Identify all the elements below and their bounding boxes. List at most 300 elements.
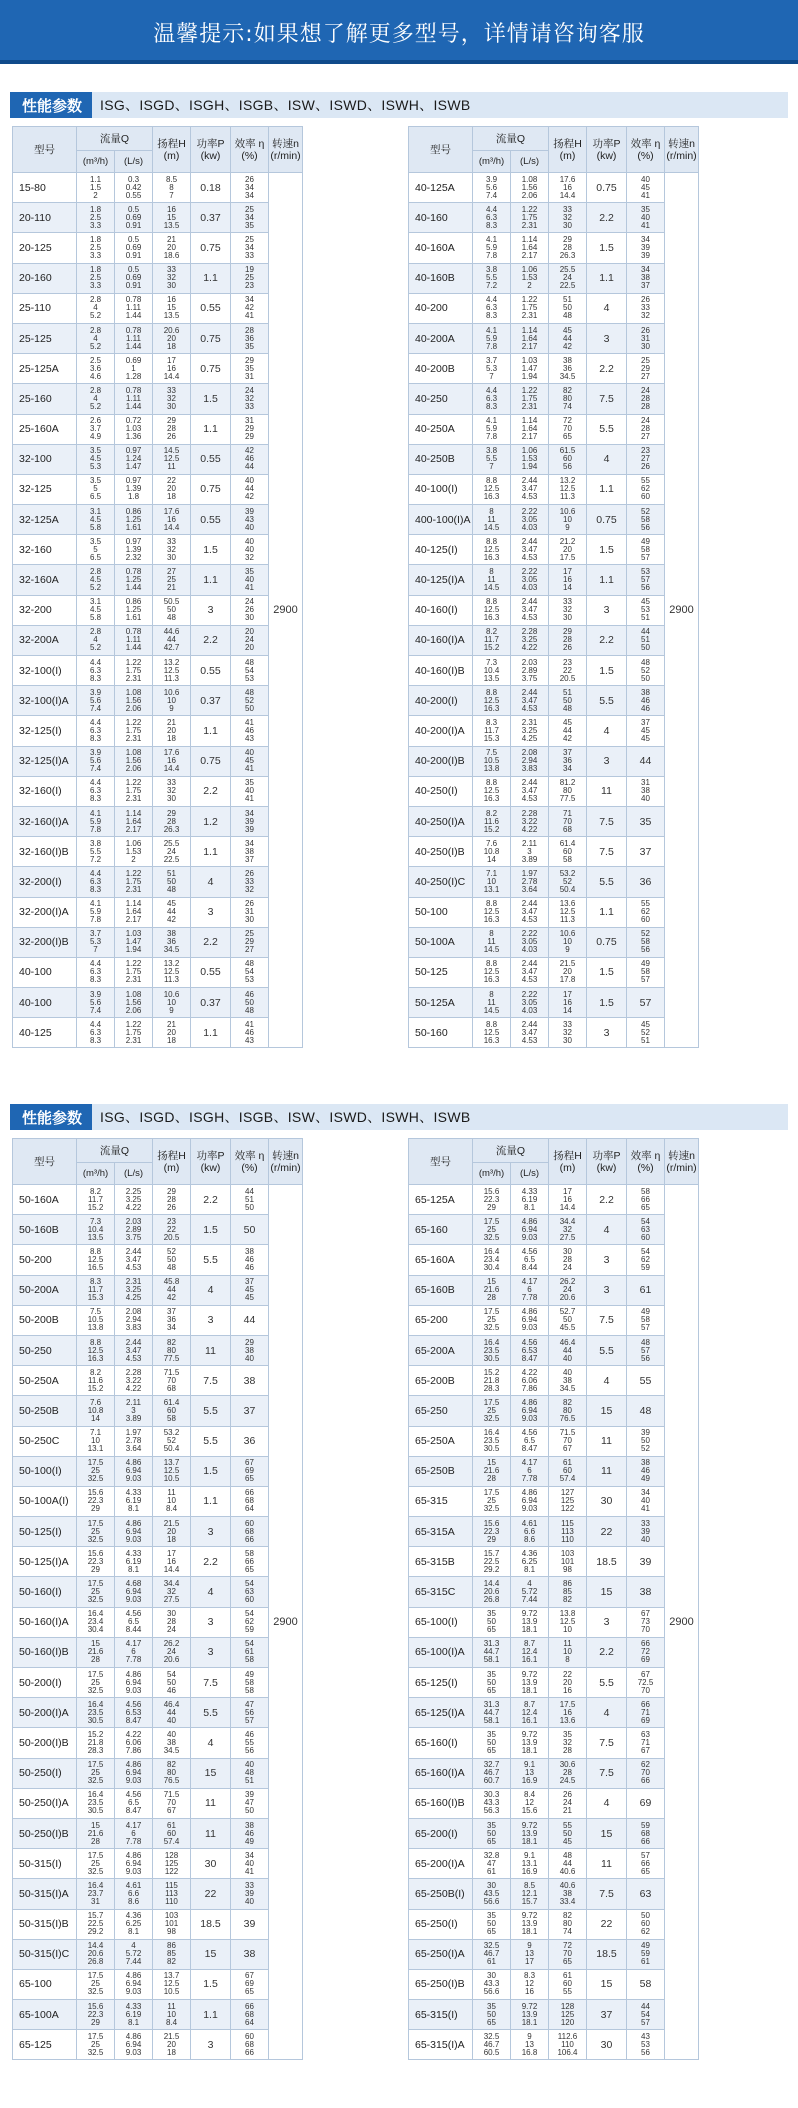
cell-flow-m3h: 4.1 5.9 7.8 — [77, 897, 115, 927]
table-row — [409, 2000, 699, 2030]
cell-head: 115 113 110 — [153, 1879, 191, 1909]
section-models: ISG、ISGD、ISGH、ISGB、ISW、ISWD、ISWH、ISWB — [92, 92, 788, 118]
cell-flow-m3h: 2.6 3.7 4.9 — [77, 414, 115, 444]
cell-flow-m3h: 3.8 5.5 7.2 — [77, 837, 115, 867]
table-row — [409, 1396, 699, 1426]
cell-efficiency: 40 48 51 — [231, 1758, 269, 1788]
cell-efficiency: 49 58 57 — [627, 957, 665, 987]
cell-power: 5.5 — [191, 1426, 231, 1456]
cell-flow-m3h: 3.9 5.6 7.4 — [77, 686, 115, 716]
cell-efficiency: 33 39 40 — [231, 1879, 269, 1909]
cell-efficiency: 54 62 59 — [627, 1245, 665, 1275]
table-row — [13, 1456, 303, 1486]
cell-flow-ls: 1.22 1.75 2.31 — [511, 384, 549, 414]
cell-power: 5.5 — [587, 686, 627, 716]
cell-flow-m3h: 7.3 10.4 13.5 — [77, 1215, 115, 1245]
cell-flow-ls: 4.56 6.53 8.47 — [511, 1335, 549, 1365]
cell-model: 65-200A — [409, 1335, 473, 1365]
cell-flow-m3h: 8 11 14.5 — [473, 505, 511, 535]
cell-head: 11 10 8.4 — [153, 1486, 191, 1516]
cell-efficiency: 40 40 32 — [231, 535, 269, 565]
cell-head: 53.2 52 50.4 — [549, 867, 587, 897]
cell-model: 32-200 — [13, 595, 77, 625]
cell-power: 1.1 — [191, 837, 231, 867]
cell-efficiency: 58 66 65 — [627, 1185, 665, 1215]
cell-model: 65-250(I) — [409, 1909, 473, 1939]
cell-flow-ls: 1.22 1.75 2.31 — [511, 203, 549, 233]
cell-efficiency: 48 54 53 — [231, 957, 269, 987]
cell-flow-ls: 2.44 3.47 4.53 — [511, 897, 549, 927]
cell-flow-m3h: 1.8 2.5 3.3 — [77, 263, 115, 293]
cell-flow-ls: 2.22 3.05 4.03 — [511, 565, 549, 595]
cell-model: 65-125 — [13, 2030, 77, 2060]
section-header-2 — [10, 1104, 788, 1130]
table-row — [13, 233, 303, 263]
cell-power: 30 — [587, 1486, 627, 1516]
cell-flow-ls: 2.28 3.22 4.22 — [115, 1366, 153, 1396]
table-row — [13, 656, 303, 686]
table-row — [409, 565, 699, 595]
cell-head: 71.5 70 67 — [153, 1788, 191, 1818]
cell-power: 4 — [587, 1366, 627, 1396]
cell-flow-m3h: 16.4 23.4 30.4 — [77, 1607, 115, 1637]
table-row — [13, 1909, 303, 1939]
cell-model: 65-250B — [409, 1456, 473, 1486]
header-flow-m3h: (m³/h) — [473, 1163, 511, 1185]
cell-model: 65-200 — [409, 1305, 473, 1335]
table-row — [409, 1969, 699, 1999]
cell-power: 15 — [587, 1396, 627, 1426]
cell-efficiency: 24 32 33 — [231, 384, 269, 414]
cell-power: 11 — [191, 1788, 231, 1818]
cell-power: 3 — [191, 1607, 231, 1637]
table-row — [13, 1849, 303, 1879]
cell-efficiency: 46 50 48 — [231, 988, 269, 1018]
cell-efficiency: 49 59 61 — [627, 1939, 665, 1969]
cell-model: 65-160 — [409, 1215, 473, 1245]
table-row — [13, 1788, 303, 1818]
cell-flow-m3h: 4.4 6.3 8.3 — [473, 293, 511, 323]
cell-efficiency: 66 72 69 — [627, 1637, 665, 1667]
cell-flow-ls: 0.86 1.25 1.61 — [115, 595, 153, 625]
cell-flow-m3h: 3.1 4.5 5.8 — [77, 505, 115, 535]
cell-flow-m3h: 17.5 25 32.5 — [77, 2030, 115, 2060]
cell-power: 0.37 — [191, 988, 231, 1018]
cell-model: 32-200A — [13, 625, 77, 655]
cell-model: 15-80 — [13, 173, 77, 203]
cell-power: 7.5 — [587, 384, 627, 414]
cell-power: 1.1 — [587, 474, 627, 504]
cell-power: 4 — [587, 716, 627, 746]
cell-flow-m3h: 8.2 11.6 15.2 — [473, 806, 511, 836]
cell-efficiency: 38 46 49 — [627, 1456, 665, 1486]
cell-flow-m3h: 8.3 11.7 15.3 — [473, 716, 511, 746]
table-row — [409, 1818, 699, 1848]
table-row — [409, 233, 699, 263]
cell-flow-ls: 1.06 1.53 1.94 — [511, 444, 549, 474]
cell-head: 27 25 21 — [153, 565, 191, 595]
table-row — [409, 1335, 699, 1365]
header-model: 型号 — [409, 1139, 473, 1185]
table-row — [13, 1366, 303, 1396]
cell-flow-ls: 4.33 6.19 8.1 — [511, 1185, 549, 1215]
cell-flow-ls: 4.56 6.5 8.47 — [511, 1426, 549, 1456]
cell-model: 40-100(I) — [409, 474, 473, 504]
cell-flow-ls: 9.72 13.9 18.1 — [511, 1909, 549, 1939]
cell-efficiency: 20 24 20 — [231, 625, 269, 655]
cell-power: 1.1 — [191, 414, 231, 444]
cell-flow-m3h: 35 50 65 — [473, 2000, 511, 2030]
cell-flow-m3h: 2.8 4 5.2 — [77, 323, 115, 353]
cell-head: 21 20 18 — [153, 716, 191, 746]
cell-flow-m3h: 15.2 21.8 28.3 — [77, 1728, 115, 1758]
cell-flow-m3h: 15.6 22.3 29 — [473, 1517, 511, 1547]
cell-power: 15 — [587, 1969, 627, 1999]
cell-flow-ls: 1.03 1.47 1.94 — [511, 354, 549, 384]
cell-flow-ls: 4.86 6.94 9.03 — [115, 2030, 153, 2060]
cell-head: 61 60 55 — [549, 1969, 587, 1999]
cell-flow-ls: 0.5 0.69 0.91 — [115, 203, 153, 233]
cell-efficiency: 47 56 57 — [231, 1698, 269, 1728]
cell-model: 40-100 — [13, 988, 77, 1018]
cell-head: 21.5 20 17.8 — [549, 957, 587, 987]
cell-power: 1.2 — [191, 806, 231, 836]
header-flow-ls: (L/s) — [511, 151, 549, 173]
cell-model: 40-250(I)A — [409, 806, 473, 836]
cell-efficiency: 50 60 62 — [627, 1909, 665, 1939]
cell-head: 61 60 57.4 — [153, 1818, 191, 1848]
cell-efficiency: 52 58 56 — [627, 927, 665, 957]
cell-flow-ls: 1.14 1.64 2.17 — [511, 323, 549, 353]
cell-flow-ls: 2.44 3.47 4.53 — [511, 474, 549, 504]
cell-efficiency: 35 40 41 — [231, 776, 269, 806]
cell-model: 32-125 — [13, 474, 77, 504]
cell-efficiency: 50 — [231, 1215, 269, 1245]
table-row — [409, 1245, 699, 1275]
cell-flow-ls: 2.28 3.25 4.22 — [511, 625, 549, 655]
cell-efficiency: 25 29 27 — [627, 354, 665, 384]
cell-model: 50-200(I) — [13, 1668, 77, 1698]
header-flow-m3h: (m³/h) — [77, 1163, 115, 1185]
cell-efficiency: 67 73 70 — [627, 1607, 665, 1637]
cell-power: 7.5 — [587, 837, 627, 867]
cell-head: 61.4 60 58 — [153, 1396, 191, 1426]
cell-head: 54 50 46 — [153, 1668, 191, 1698]
cell-flow-ls: 1.03 1.47 1.94 — [115, 927, 153, 957]
cell-model: 40-125(I) — [409, 535, 473, 565]
table-row — [409, 686, 699, 716]
cell-head: 17 16 14.4 — [153, 354, 191, 384]
cell-power: 0.75 — [587, 173, 627, 203]
cell-efficiency: 39 — [627, 1547, 665, 1577]
cell-efficiency: 58 — [627, 1969, 665, 1999]
cell-head: 33 32 30 — [549, 203, 587, 233]
cell-flow-ls: 0.97 1.39 1.8 — [115, 474, 153, 504]
cell-power: 5.5 — [191, 1698, 231, 1728]
cell-model: 32-200(I) — [13, 867, 77, 897]
cell-efficiency: 39 50 52 — [627, 1426, 665, 1456]
cell-efficiency: 35 40 41 — [627, 203, 665, 233]
cell-flow-ls: 2.22 3.05 4.03 — [511, 505, 549, 535]
cell-head: 11 10 8 — [549, 1637, 587, 1667]
cell-power: 0.18 — [191, 173, 231, 203]
table-row — [13, 988, 303, 1018]
cell-model: 32-160A — [13, 565, 77, 595]
cell-flow-m3h: 1.8 2.5 3.3 — [77, 203, 115, 233]
cell-head: 16 15 13.5 — [153, 203, 191, 233]
header-speed: 转速n (r/min) — [665, 1139, 699, 1185]
cell-head: 29 28 26.3 — [153, 806, 191, 836]
table-row — [13, 444, 303, 474]
cell-flow-ls: 4.56 6.5 8.44 — [511, 1245, 549, 1275]
cell-efficiency: 54 63 60 — [627, 1215, 665, 1245]
cell-power: 22 — [587, 1909, 627, 1939]
cell-flow-ls: 4.86 6.94 9.03 — [115, 1456, 153, 1486]
cell-flow-ls: 4.17 6 7.78 — [115, 1637, 153, 1667]
cell-efficiency: 34 39 39 — [231, 806, 269, 836]
cell-flow-m3h: 2.8 4 5.2 — [77, 625, 115, 655]
cell-power: 11 — [191, 1335, 231, 1365]
cell-model: 32-125(I)A — [13, 746, 77, 776]
cell-model: 25-160A — [13, 414, 77, 444]
cell-efficiency: 29 38 40 — [231, 1335, 269, 1365]
cell-flow-ls: 0.72 1.03 1.36 — [115, 414, 153, 444]
cell-model: 65-100(I)A — [409, 1637, 473, 1667]
table-row — [13, 1275, 303, 1305]
table-row — [409, 1215, 699, 1245]
cell-head: 46.4 44 40 — [549, 1335, 587, 1365]
cell-flow-ls: 4.86 6.94 9.03 — [511, 1486, 549, 1516]
table-row — [13, 957, 303, 987]
cell-flow-m3h: 15 21.6 28 — [473, 1456, 511, 1486]
cell-flow-ls: 1.14 1.64 2.17 — [511, 233, 549, 263]
cell-flow-ls: 4.33 6.19 8.1 — [115, 2000, 153, 2030]
cell-head: 23 22 20.5 — [153, 1215, 191, 1245]
cell-flow-m3h: 35 50 65 — [473, 1818, 511, 1848]
cell-efficiency: 44 — [231, 1305, 269, 1335]
cell-power: 3 — [587, 595, 627, 625]
cell-head: 51 50 48 — [153, 867, 191, 897]
cell-flow-m3h: 4.4 6.3 8.3 — [77, 716, 115, 746]
cell-flow-ls: 4.86 6.94 9.03 — [115, 1969, 153, 1999]
cell-head: 13.7 12.5 10.5 — [153, 1456, 191, 1486]
cell-model: 50-315(I)C — [13, 1939, 77, 1969]
cell-head: 17 16 14 — [549, 565, 587, 595]
cell-flow-m3h: 8.8 12.5 16.3 — [473, 897, 511, 927]
cell-flow-ls: 1.22 1.75 2.31 — [115, 776, 153, 806]
cell-model: 50-125 — [409, 957, 473, 987]
cell-flow-ls: 0.78 1.11 1.44 — [115, 293, 153, 323]
cell-model: 25-125 — [13, 323, 77, 353]
header-head: 扬程H (m) — [549, 127, 587, 173]
table-row — [409, 656, 699, 686]
cell-head: 86 85 82 — [153, 1939, 191, 1969]
cell-head: 35 32 28 — [549, 1728, 587, 1758]
cell-efficiency: 48 57 56 — [627, 1335, 665, 1365]
cell-model: 40-160 — [409, 203, 473, 233]
cell-head: 10.6 10 9 — [549, 927, 587, 957]
cell-flow-ls: 1.22 1.75 2.31 — [115, 957, 153, 987]
cell-speed: 2900 — [269, 173, 303, 1048]
cell-power: 1.5 — [587, 233, 627, 263]
cell-power: 4 — [587, 1215, 627, 1245]
table-row — [409, 1547, 699, 1577]
cell-model: 20-125 — [13, 233, 77, 263]
cell-efficiency: 37 — [627, 837, 665, 867]
header-speed: 转速n (r/min) — [665, 127, 699, 173]
table-row — [13, 1637, 303, 1667]
cell-flow-ls: 2.44 3.47 4.53 — [511, 1018, 549, 1048]
table-row — [13, 716, 303, 746]
cell-flow-m3h: 3.9 5.6 7.4 — [473, 173, 511, 203]
cell-model: 32-100(I) — [13, 656, 77, 686]
cell-head: 71.5 70 68 — [153, 1366, 191, 1396]
cell-model: 65-160A — [409, 1245, 473, 1275]
cell-flow-m3h: 32.5 46.7 60.5 — [473, 2030, 511, 2060]
cell-flow-m3h: 3.7 5.3 7 — [473, 354, 511, 384]
cell-flow-m3h: 8.2 11.7 15.2 — [473, 625, 511, 655]
cell-flow-m3h: 16.4 23.4 30.4 — [473, 1245, 511, 1275]
cell-flow-m3h: 4.4 6.3 8.3 — [77, 1018, 115, 1048]
cell-flow-ls: 2.44 3.47 4.53 — [511, 957, 549, 987]
cell-efficiency: 40 44 42 — [231, 474, 269, 504]
cell-head: 13.8 12.5 10 — [549, 1607, 587, 1637]
cell-flow-ls: 8.4 12 15.6 — [511, 1788, 549, 1818]
table-row — [409, 837, 699, 867]
header-flow-ls: (L/s) — [115, 151, 153, 173]
cell-model: 65-160(I) — [409, 1728, 473, 1758]
cell-efficiency: 54 61 58 — [231, 1637, 269, 1667]
cell-flow-ls: 9.72 13.9 18.1 — [511, 1728, 549, 1758]
cell-power: 15 — [587, 1577, 627, 1607]
table-row — [409, 1698, 699, 1728]
cell-efficiency: 61 — [627, 1275, 665, 1305]
cell-efficiency: 38 — [231, 1939, 269, 1969]
cell-flow-ls: 9.72 13.9 18.1 — [511, 2000, 549, 2030]
cell-head: 25.5 24 22.5 — [153, 837, 191, 867]
cell-flow-m3h: 3.5 5 6.5 — [77, 474, 115, 504]
header-flow-m3h: (m³/h) — [77, 151, 115, 173]
table-row — [13, 173, 303, 203]
cell-model: 65-160(I)B — [409, 1788, 473, 1818]
cell-flow-m3h: 3.9 5.6 7.4 — [77, 746, 115, 776]
header-speed: 转速n (r/min) — [269, 127, 303, 173]
cell-power: 7.5 — [191, 1366, 231, 1396]
cell-flow-ls: 0.78 1.25 1.44 — [115, 565, 153, 595]
cell-model: 40-200B — [409, 354, 473, 384]
cell-power: 0.75 — [191, 746, 231, 776]
cell-flow-ls: 2.08 2.94 3.83 — [511, 746, 549, 776]
cell-flow-ls: 1.22 1.75 2.31 — [511, 293, 549, 323]
cell-flow-ls: 9.72 13.9 18.1 — [511, 1668, 549, 1698]
cell-efficiency: 26 34 34 — [231, 173, 269, 203]
cell-flow-ls: 1.06 1.53 2 — [115, 837, 153, 867]
cell-efficiency: 54 62 59 — [231, 1607, 269, 1637]
cell-flow-ls: 4.61 6.6 8.6 — [115, 1879, 153, 1909]
table-row — [13, 625, 303, 655]
cell-flow-ls: 4.17 6 7.78 — [115, 1818, 153, 1848]
cell-model: 50-100(I) — [13, 1456, 77, 1486]
cell-efficiency: 37 45 45 — [627, 716, 665, 746]
cell-power: 0.55 — [191, 656, 231, 686]
cell-flow-m3h: 2.8 4.5 5.2 — [77, 565, 115, 595]
cell-model: 50-315(I)A — [13, 1879, 77, 1909]
cell-model: 50-250A — [13, 1366, 77, 1396]
cell-head: 17 16 14 — [549, 988, 587, 1018]
cell-flow-m3h: 2.5 3.6 4.6 — [77, 354, 115, 384]
table-row — [409, 1939, 699, 1969]
cell-power: 4 — [587, 1698, 627, 1728]
table-row — [13, 384, 303, 414]
cell-efficiency: 36 — [627, 867, 665, 897]
cell-head: 29 28 26 — [153, 414, 191, 444]
cell-head: 45 44 42 — [549, 323, 587, 353]
cell-efficiency: 63 71 67 — [627, 1728, 665, 1758]
cell-head: 50.5 50 48 — [153, 595, 191, 625]
cell-flow-m3h: 8.8 12.5 16.3 — [473, 776, 511, 806]
cell-efficiency: 34 38 37 — [627, 263, 665, 293]
cell-flow-ls: 4.33 6.19 8.1 — [115, 1486, 153, 1516]
cell-flow-ls: 9.72 13.9 18.1 — [511, 1607, 549, 1637]
cell-flow-m3h: 17.5 25 32.5 — [473, 1215, 511, 1245]
table-row — [13, 897, 303, 927]
cell-efficiency: 44 — [627, 746, 665, 776]
table-row — [13, 414, 303, 444]
cell-power: 0.75 — [191, 323, 231, 353]
cell-power: 4 — [191, 867, 231, 897]
cell-power: 0.37 — [191, 203, 231, 233]
cell-efficiency: 41 46 43 — [231, 1018, 269, 1048]
cell-flow-m3h: 16.4 23.7 31 — [77, 1879, 115, 1909]
cell-flow-m3h: 31.3 44.7 58.1 — [473, 1698, 511, 1728]
cell-head: 112.6 110 106.4 — [549, 2030, 587, 2060]
cell-head: 40 38 34.5 — [549, 1366, 587, 1396]
cell-efficiency: 53 57 56 — [627, 565, 665, 595]
cell-flow-m3h: 3.9 5.6 7.4 — [77, 988, 115, 1018]
cell-model: 25-110 — [13, 293, 77, 323]
cell-model: 50-125A — [409, 988, 473, 1018]
cell-efficiency: 42 46 44 — [231, 444, 269, 474]
cell-power: 0.55 — [191, 505, 231, 535]
header-flow: 流量Q — [77, 1139, 153, 1163]
cell-efficiency: 40 45 41 — [231, 746, 269, 776]
section-title: 性能参数 — [10, 92, 92, 118]
cell-power: 30 — [191, 1849, 231, 1879]
cell-head: 72 70 65 — [549, 414, 587, 444]
cell-flow-ls: 4.33 6.19 8.1 — [115, 1547, 153, 1577]
cell-flow-ls: 1.97 2.78 3.64 — [511, 867, 549, 897]
table-row — [13, 505, 303, 535]
cell-flow-m3h: 8.8 12.5 16.3 — [473, 595, 511, 625]
cell-flow-m3h: 17.5 25 32.5 — [77, 1456, 115, 1486]
cell-flow-ls: 4.68 6.94 9.03 — [115, 1577, 153, 1607]
cell-head: 20.6 20 18 — [153, 323, 191, 353]
cell-flow-ls: 4.22 6.06 7.86 — [115, 1728, 153, 1758]
cell-head: 45 44 42 — [549, 716, 587, 746]
cell-efficiency: 26 31 30 — [231, 897, 269, 927]
cell-flow-m3h: 17.5 25 32.5 — [473, 1305, 511, 1335]
cell-power: 4 — [587, 444, 627, 474]
cell-efficiency: 57 — [627, 988, 665, 1018]
cell-efficiency: 44 51 50 — [231, 1185, 269, 1215]
cell-flow-m3h: 3.8 5.5 7.2 — [473, 263, 511, 293]
cell-power: 3 — [191, 1305, 231, 1335]
cell-head: 33 32 30 — [153, 776, 191, 806]
cell-efficiency: 66 68 64 — [231, 1486, 269, 1516]
cell-head: 21 20 18.6 — [153, 233, 191, 263]
cell-model: 65-250 — [409, 1396, 473, 1426]
cell-model: 40-125 — [13, 1018, 77, 1048]
